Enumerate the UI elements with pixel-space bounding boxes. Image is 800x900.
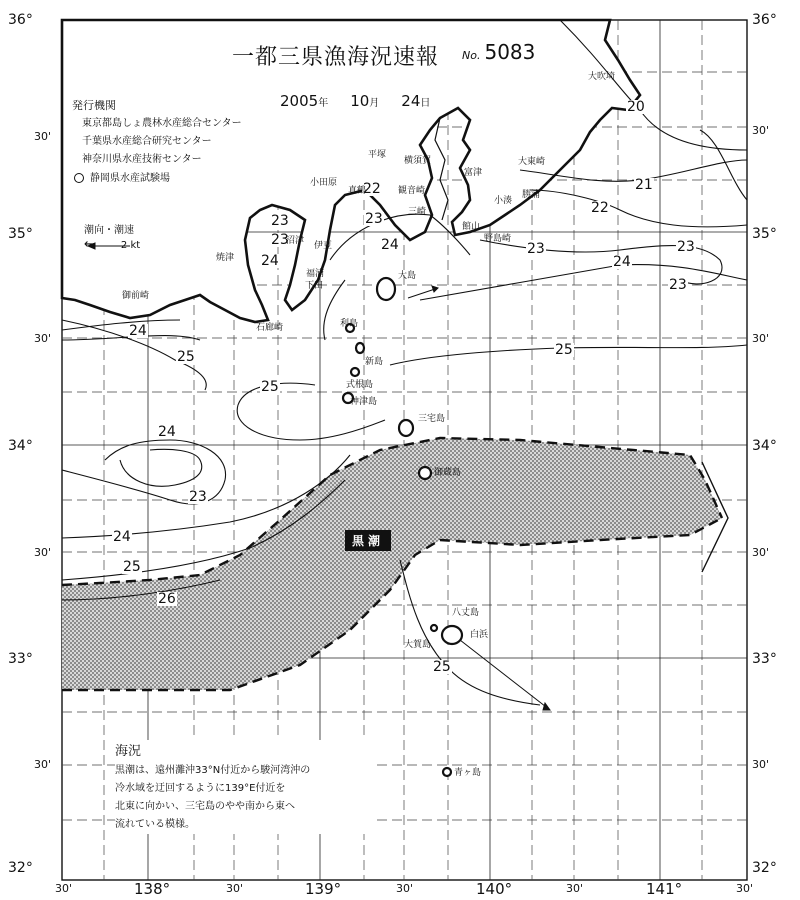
place-label: 大島 [398,271,417,281]
report-date [280,92,452,110]
summary-title: 海況 [115,744,142,759]
isotherm-label: 25 [123,559,141,575]
issuer-item-chiba: 千葉県水産総合研究センター [82,136,212,147]
isotherm-label: 20 [627,99,645,115]
isotherm-label: 22 [363,181,381,197]
lat-label-36-right: 36° [752,12,777,28]
place-label: 真鶴 [348,186,367,196]
place-label: 福浦 [306,269,325,279]
date-day: 24 [401,92,421,110]
lat-label-34-30-right: 30' [752,332,770,345]
place-label: 青ヶ島 [454,768,482,778]
place-label: 館山 [462,222,481,232]
isotherm-label: 25 [261,379,279,395]
place-label: 観音崎 [398,186,426,196]
place-label: 伊豆 [314,241,333,251]
place-label: 大吹埼 [588,72,616,82]
place-label: 白浜 [470,630,489,640]
isotherm-label: 23 [677,239,695,255]
lon-label-138: 138° [134,880,171,898]
lat-label-35-30-left: 30' [34,130,52,143]
isotherm-label: 23 [669,277,687,293]
lat-label-36-left: 36° [8,12,33,28]
isotherm-label: 23 [189,489,207,505]
place-label: 野島崎 [484,234,512,244]
current-legend-scale [84,237,140,252]
lon-label-137-30: 30' [55,882,73,895]
isotherm-label: 24 [613,254,631,270]
current-legend-label: 潮向・潮速 [84,225,134,236]
lat-label-32-left: 32° [8,860,33,876]
lat-label-34-left: 34° [8,438,33,454]
isotherm-label: 23 [271,213,289,229]
coastline-inner-bay [435,118,448,220]
isotherm-label: 21 [635,177,653,193]
left-arrow-icon: ← [84,237,95,252]
lat-label-35-right: 35° [752,226,777,242]
place-label: 大東崎 [518,157,546,167]
place-label: 式根島 [346,380,374,390]
place-label: 新島 [365,357,384,367]
lon-label-141: 141° [646,880,683,898]
lat-label-32-30-right: 30' [752,758,770,771]
date-month: 10 [350,92,370,110]
lat-label-34-right: 34° [752,438,777,454]
issuer-item-tokyo: 東京都島しょ農林水産総合センター [82,118,242,129]
lon-label-141-30: 30' [736,882,754,895]
isotherm-label: 23 [527,241,545,257]
isotherm-label: 24 [113,529,131,545]
place-label: 小田原 [310,178,338,188]
current-legend-scale-value: 2 kt [120,240,141,251]
isotherm-label: 24 [261,253,279,269]
isotherm-label: 25 [177,349,195,365]
kuroshio-band [62,438,722,690]
chart-title: 一都三県漁海況速報 [232,45,440,70]
isotherm-label: 26 [158,591,176,607]
lat-label-34-30-left: 30' [34,332,52,345]
place-label: 御蔵島 [434,468,462,478]
date-year-unit: 年 [318,98,329,109]
place-label: 富津 [464,168,483,178]
summary-line: 冷水域を迂回するように139°E付近を [115,783,286,794]
place-label: 石廊崎 [256,323,284,333]
place-label: 横須賀 [404,156,432,166]
lat-label-33-left: 33° [8,651,33,667]
isotherm-label: 23 [271,232,289,248]
lat-label-33-30-right: 30' [752,546,770,559]
issue-number [462,40,535,64]
place-label: 大賀島 [404,640,432,650]
lon-label-139-30: 30' [396,882,414,895]
lon-label-139: 139° [305,880,342,898]
issuer-item-kanagawa: 神奈川県水産技術センター [82,154,202,165]
place-label: 小湊 [494,196,513,206]
isotherm-label: 22 [591,200,609,216]
isotherm-label: 24 [129,323,147,339]
issue-number-value: 5083 [484,40,536,64]
place-label: 御前崎 [122,291,150,301]
isotherm-label: 23 [365,211,383,227]
issue-number-prefix: No. [462,49,481,62]
date-day-unit: 日 [420,98,431,109]
date-year: 2005 [280,92,319,110]
place-label: 三宅島 [418,414,446,424]
sea-condition-summary [115,740,375,834]
lat-label-32-right: 32° [752,860,777,876]
lat-label-35-left: 35° [8,226,33,242]
summary-line: 北東に向かい、三宅島のやや南から東へ [115,801,295,812]
place-label: 勝浦 [522,190,541,200]
place-label: 下田 [305,281,324,291]
isotherm-label: 25 [433,659,451,675]
issuer-item-shizuoka [74,169,170,184]
place-label: 平塚 [368,150,387,160]
lon-label-140-30: 30' [566,882,584,895]
isotherm-label: 25 [555,342,573,358]
place-label: 利島 [340,319,359,329]
place-label: 沼津 [286,236,305,246]
lat-label-32-30-left: 30' [34,758,52,771]
summary-line: 流れている模様。 [115,819,195,830]
circle-icon [74,173,84,183]
isotherm-label: 24 [381,237,399,253]
date-month-unit: 月 [369,98,380,109]
lon-label-140: 140° [476,880,513,898]
place-label: 三崎 [408,207,427,217]
lon-label-138-30: 30' [226,882,244,895]
isotherm-label: 24 [158,424,176,440]
summary-line: 黒潮は、遠州灘沖33°N付近から駿河湾沖の [115,765,311,776]
place-label: 八丈島 [452,608,480,618]
lat-label-33-right: 33° [752,651,777,667]
lat-label-35-30-right: 30' [752,124,770,137]
lat-label-33-30-left: 30' [34,546,52,559]
issuers-heading: 発行機関 [72,99,116,112]
place-label: 焼津 [216,253,235,263]
issuer-item-shizuoka-label: 静岡県水産試験場 [90,173,170,184]
place-label: 神津島 [350,397,378,407]
kuroshio-label: 黒潮 [345,530,391,551]
